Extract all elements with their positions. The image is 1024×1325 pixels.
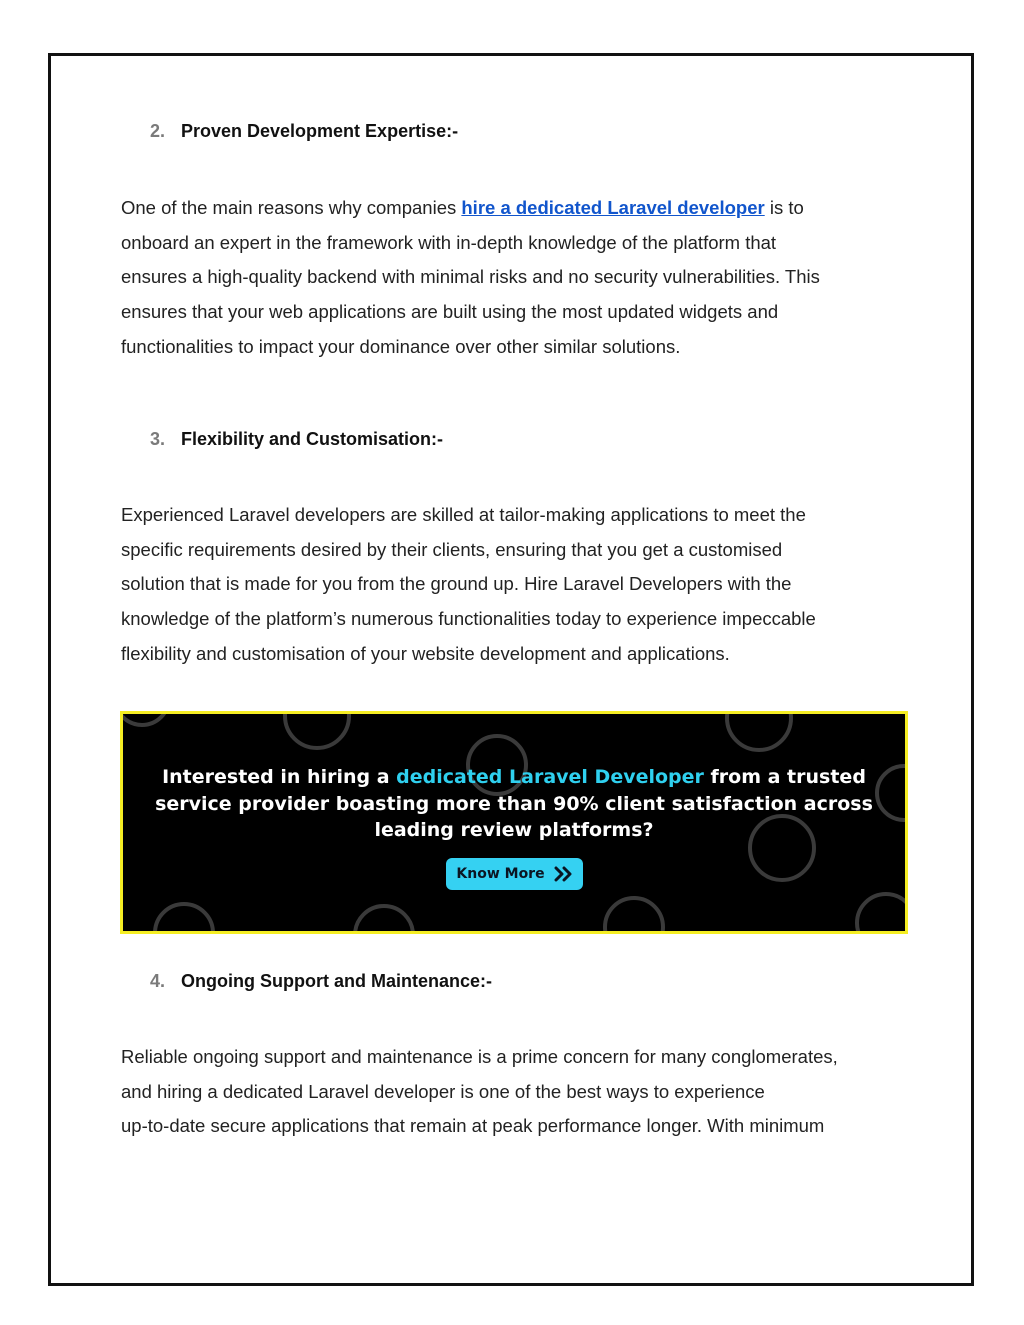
decorative-ring <box>725 711 793 752</box>
section-heading-3 <box>150 429 443 450</box>
text-run: One of the main reasons why companies <box>121 197 462 218</box>
double-chevron-right-icon <box>553 866 573 882</box>
section-number: 3. <box>150 429 166 449</box>
paragraph-line: and hiring a dedicated Laravel developer is one of the best ways to experience <box>121 1080 765 1102</box>
decorative-ring <box>855 892 908 934</box>
decorative-ring <box>120 711 171 727</box>
paragraph-line <box>121 191 911 226</box>
paragraph-line: ensures a high-quality backend with minimal risks and no security vulnerabilities. This <box>121 266 820 288</box>
section-paragraph-4 <box>121 1040 911 1144</box>
section-paragraph-2 <box>121 191 911 364</box>
paragraph-line: flexibility and customisation of your website development and applications. <box>121 642 730 664</box>
section-paragraph-3 <box>121 498 911 671</box>
paragraph-line: specific requirements desired by their clients, ensuring that you get a customised <box>121 538 783 560</box>
paragraph-line: Experienced Laravel developers are skilled at tailor-making applications to meet the <box>121 504 806 525</box>
section-title: Proven Development Expertise:- <box>181 121 459 141</box>
paragraph-line: solution that is made for you from the ground up. Hire Laravel Developers with the <box>121 573 792 595</box>
paragraph-line: knowledge of the platform’s numerous functionalities today to experience impeccable <box>121 608 816 630</box>
paragraph-line: onboard an expert in the framework with in-depth knowledge of the platform that <box>121 231 777 253</box>
paragraph-line: Reliable ongoing support and maintenance is a prime concern for many conglomerates, <box>121 1046 838 1067</box>
section-number: 4. <box>150 971 166 991</box>
banner-line <box>123 764 905 791</box>
decorative-ring <box>153 902 215 934</box>
text-run: is to <box>764 197 804 218</box>
decorative-ring <box>353 904 415 934</box>
paragraph-line: ensures that your web applications are built using the most updated widgets and <box>121 301 779 323</box>
know-more-button[interactable] <box>446 858 583 890</box>
banner-headline <box>123 764 905 844</box>
cta-banner[interactable] <box>120 711 908 934</box>
decorative-ring <box>283 711 351 750</box>
section-heading-4 <box>150 971 492 992</box>
text-run: Interested in hiring a <box>162 766 397 788</box>
paragraph-line: up-to-date secure applications that remain at peak performance longer. With minimum <box>121 1115 825 1137</box>
hire-laravel-developer-link[interactable]: hire a dedicated Laravel developer <box>461 197 765 218</box>
banner-highlight: dedicated Laravel Developer <box>396 766 704 788</box>
section-heading-2 <box>150 121 458 142</box>
text-run: from a trusted <box>703 766 866 788</box>
know-more-label: Know More <box>456 866 545 882</box>
decorative-ring <box>603 896 665 934</box>
section-title: Ongoing Support and Maintenance:- <box>181 971 492 991</box>
banner-line: leading review platforms? <box>374 819 654 841</box>
paragraph-line: functionalities to impact your dominance over other similar solutions. <box>121 335 681 357</box>
section-number: 2. <box>150 121 166 141</box>
banner-line: service provider boasting more than 90% client satisfaction across <box>155 792 873 815</box>
section-title: Flexibility and Customisation:- <box>181 429 444 449</box>
